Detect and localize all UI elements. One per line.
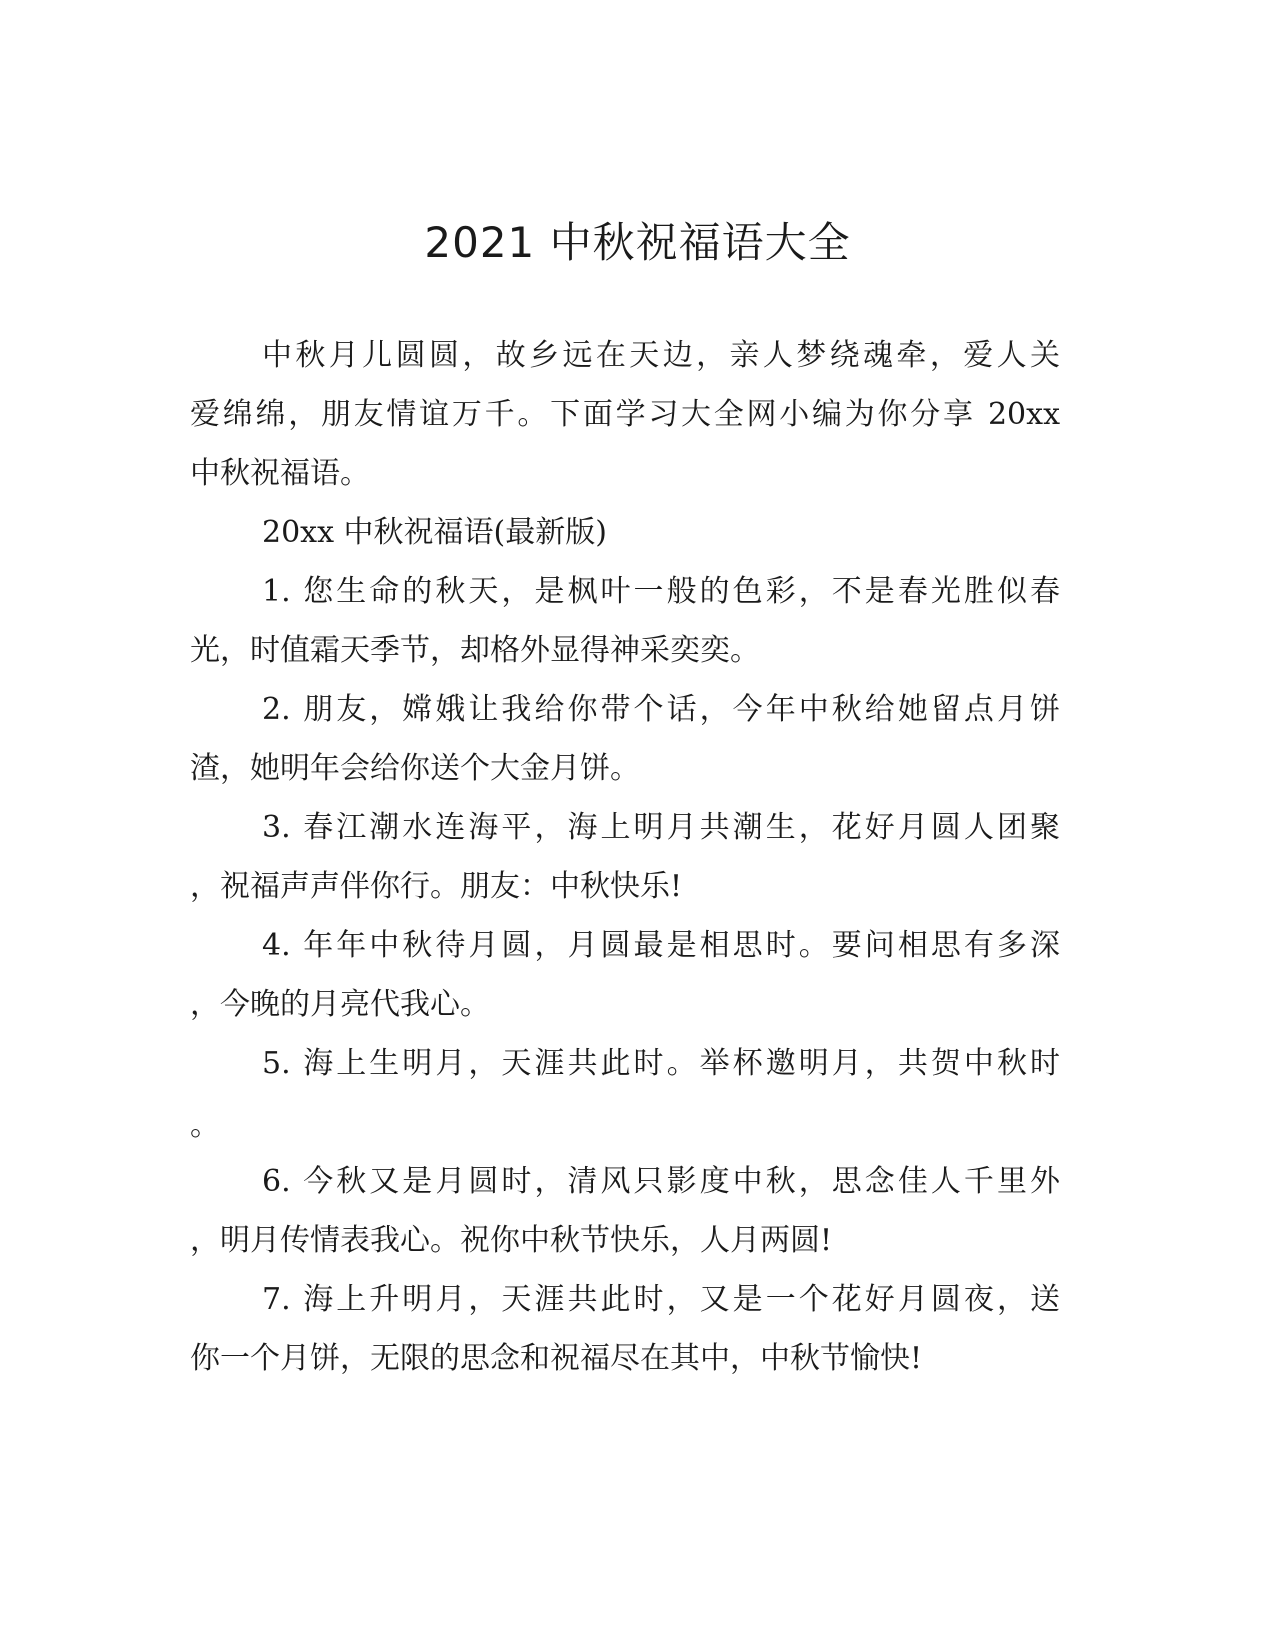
- item-6-line-1: 6. 今秋又是月圆时，清风只影度中秋，思念佳人千里外: [262, 1164, 1060, 1199]
- item-2-line-1: 2. 朋友，嫦娥让我给你带个话，今年中秋给她留点月饼: [262, 692, 1060, 727]
- item-7-line-1: 7. 海上升明月，天涯共此时，又是一个花好月圆夜，送: [262, 1282, 1060, 1317]
- item-7-line-2: 你一个月饼，无限的思念和祝福尽在其中，中秋节愉快!: [190, 1341, 923, 1376]
- intro-line-1: 中秋月儿圆圆，故乡远在天边，亲人梦绕魂牵，爱人关: [262, 338, 1060, 373]
- item-3-line-2: ，祝福声声伴你行。朋友：中秋快乐!: [190, 869, 683, 904]
- intro-line-2: 爱绵绵，朋友情谊万千。下面学习大全网小编为你分享 20xx: [190, 397, 1060, 432]
- item-6-line-2: ，明月传情表我心。祝你中秋节快乐，人月两圆!: [190, 1223, 833, 1258]
- item-1-line-2: 光，时值霜天季节，却格外显得神采奕奕。: [190, 633, 760, 668]
- section-heading: 20xx 中秋祝福语(最新版): [262, 515, 607, 550]
- item-4-line-1: 4. 年年中秋待月圆，月圆最是相思时。要问相思有多深: [262, 928, 1060, 963]
- item-4-line-2: ，今晚的月亮代我心。: [190, 987, 490, 1022]
- item-2-line-2: 渣，她明年会给你送个大金月饼。: [190, 751, 640, 786]
- page-title: 2021 中秋祝福语大全: [424, 218, 851, 267]
- intro-line-3: 中秋祝福语。: [190, 456, 370, 491]
- item-5-line-2: 。: [190, 1108, 220, 1143]
- item-3-line-1: 3. 春江潮水连海平，海上明月共潮生，花好月圆人团聚: [262, 810, 1060, 845]
- item-5-line-1: 5. 海上生明月，天涯共此时。举杯邀明月，共贺中秋时: [262, 1046, 1060, 1081]
- item-1-line-1: 1. 您生命的秋天，是枫叶一般的色彩，不是春光胜似春: [262, 574, 1060, 609]
